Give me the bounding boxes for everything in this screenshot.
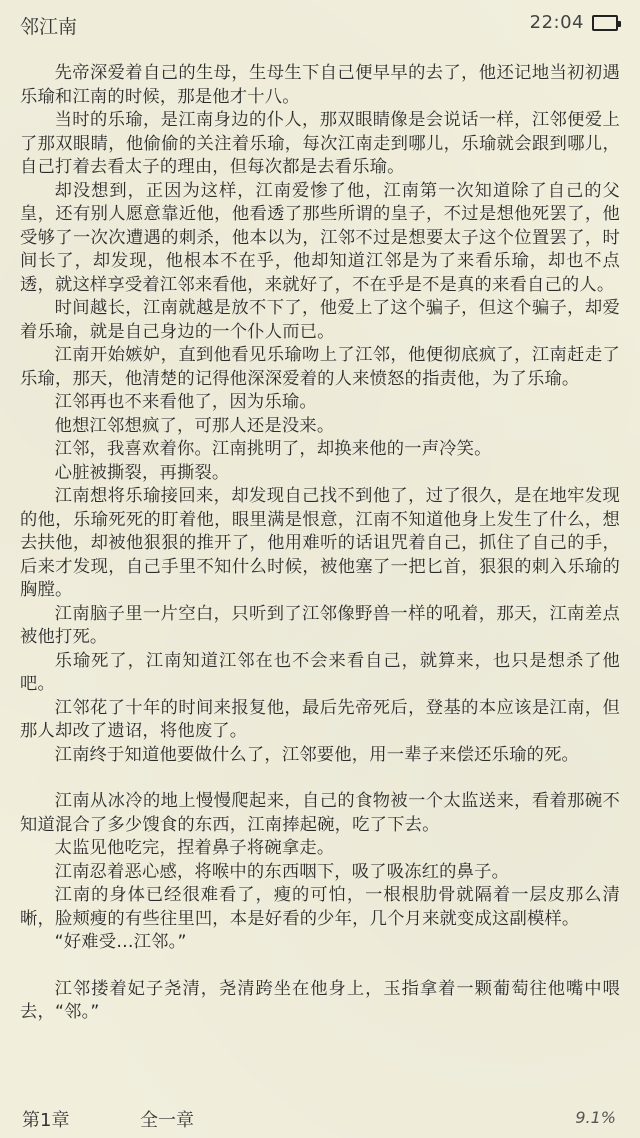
paragraph: “好难受…江邻。” [54,932,187,952]
chapter-number: 第1章 [22,1110,70,1131]
paragraph: 江南终于知道他要做什么了，江邻要他，用一辈子来偿还乐瑜的死。 [54,744,580,765]
paragraph: 先帝深爱着自己的生母，生母生下自己便早早的去了，他还记地当初初遇乐瑜和江南的时候，那是他才十八。 [20,63,620,107]
paragraph: 江南的身体已经很难看了，瘦的可怕，一根根肋骨就隔着一层皮那么清晰，脸颊瘦的有些往里凹，本是好看的少年，几个月来就变成这副模样。 [20,885,620,929]
book-title: 邻江南 [20,16,78,38]
reading-progress: 9.1% [575,1108,616,1127]
clock: 22:04 [529,12,584,33]
paragraph: 时间越长，江南就越是放不下了，他爱上了这个骗子，但这个骗子，却爱着乐瑜，就是自己身边的一个仆人而已。 [20,298,620,342]
status-indicators [530,12,618,33]
paragraph: 江邻花了十年的时间来报复他，最后先帝死后，登基的本应该是江南，但那人却改了遗诏，将他废了。 [20,697,620,741]
paragraph: 江南想将乐瑜接回来，却发现自己找不到他了，过了很久，是在地牢发现的他，乐瑜死死的盯着他，眼里满是恨意，江南不知道他身上发生了什么，想去扶他，却被他狠狠的推开了，他用难听的话诅咒着自己，抓住了自己的手，后来才发现，自己手里不知什么时候，被他塞了一把匕首，狠狠的刺入乐瑜的胸膛。 [20,486,620,600]
paragraph: 却没想到，正因为这样，江南爱惨了他，江南第一次知道除了自己的父皇，还有别人愿意靠近他，他看透了那些所谓的皇子，不过是想他死罢了，他受够了一次次遭遇的刺杀，他本以为，江邻不过是想要太子这个位置罢了，时间长了，却发现，他根本不在乎，他却知道江邻是为了来看乐瑜，却也不点透，就这样享受着江邻来看他，来就好了，不在乎是不是真的来看自己的人。 [20,180,620,295]
chapter-text[interactable] [20,62,620,1092]
paragraph: 江邻搂着妃子尧清，尧清跨坐在他身上，玉指拿着一颗葡萄往他嘴中喂去，“邻。” [20,978,620,1022]
chapter-title: 全一章 [140,1110,194,1131]
paragraph: 心脏被撕裂，再撕裂。 [54,462,230,483]
paragraph: 江邻再也不来看他了，因为乐瑜。 [54,392,317,412]
paragraph: 江邻，我喜欢着你。江南挑明了，却换来他的一声冷笑。 [54,439,492,459]
paragraph: 江南开始嫉妒，直到他看见乐瑜吻上了江邻，他便彻底疯了，江南赶走了乐瑜，那天，他清楚的记得他深深爱着的人来愤怒的指责他，为了乐瑜。 [20,345,620,389]
paragraph: 当时的乐瑜，是江南身边的仆人，那双眼睛像是会说话一样，江邻便爱上了那双眼睛，他偷偷的关注着乐瑜，每次江南走到哪儿，乐瑜就会跟到哪儿，自己打着去看太子的理由，但每次都是去看乐瑜。 [20,110,620,177]
paragraph: 江南忍着恶心感，将喉中的东西咽下，吸了吸冻红的鼻子。 [54,861,510,882]
paragraph: 江南脑子里一片空白，只听到了江邻像野兽一样的吼着，那天，江南差点被他打死。 [20,603,620,647]
battery-icon [592,15,618,31]
paragraph: 乐瑜死了，江南知道江邻在也不会来看自己，就算来，也只是想杀了他吧。 [20,650,620,694]
paragraph: 江南从冰冷的地上慢慢爬起来，自己的食物被一个太监送来，看着那碗不知道混合了多少馊食的东西，江南捧起碗，吃了下去。 [20,791,620,835]
paragraph: 太监见他吃完，捏着鼻子将碗拿走。 [54,838,335,858]
status-header [0,0,640,48]
paragraph: 他想江邻想疯了，可那人还是没来。 [54,415,335,436]
reader-footer [0,1098,640,1138]
